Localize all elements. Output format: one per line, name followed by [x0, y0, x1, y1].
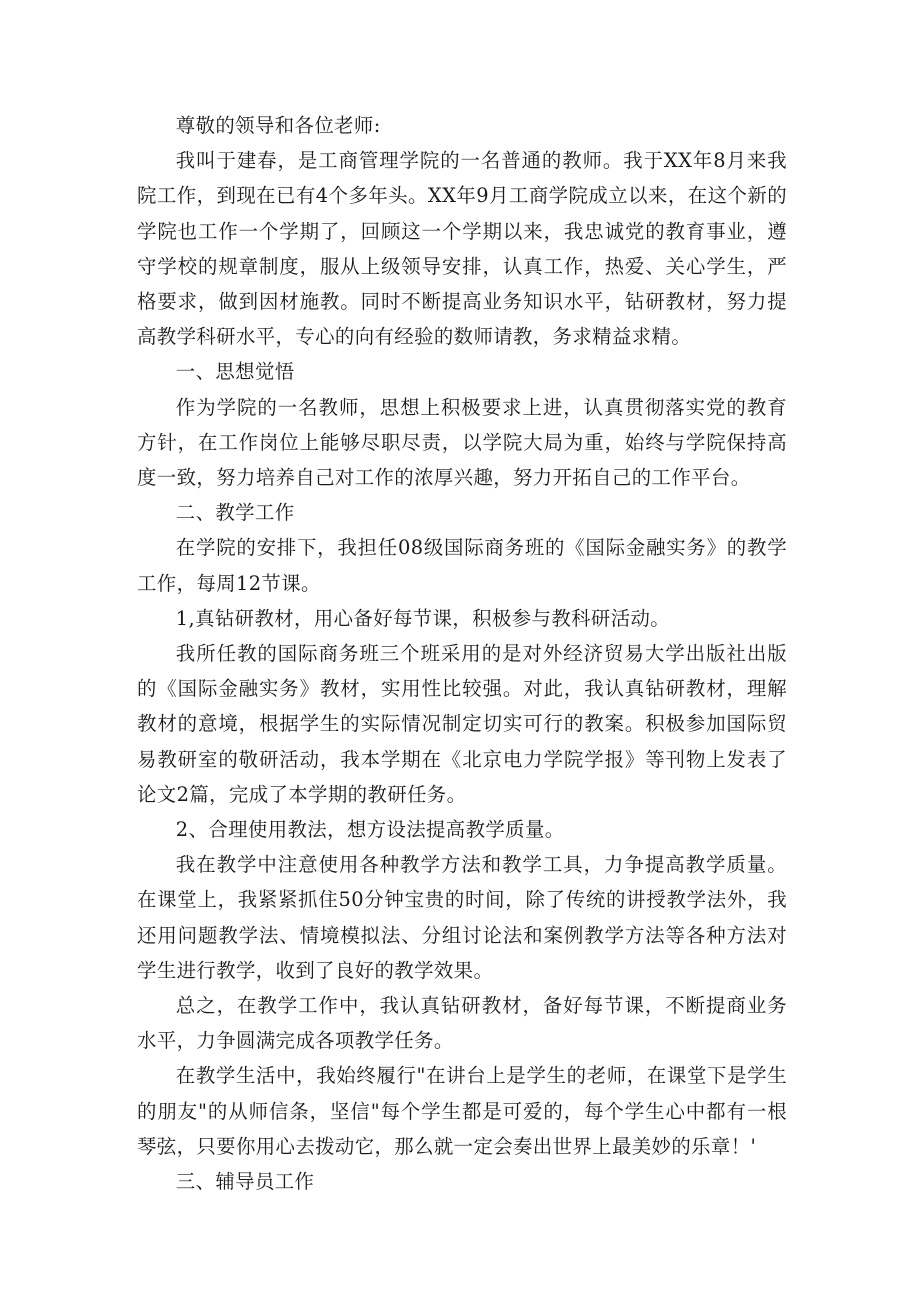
paragraph-teacher-creed: 在教学生活中，我始终履行"在讲台上是学生的老师，在课堂下是学生的朋友"的从师信条，坚信"每个学生都是可爱的，每个学生心中都有一根琴弦，只要你用心去拨动它，那么就一定会奏出世界上最美妙的乐章！': [137, 1064, 787, 1158]
document-body: [137, 108, 787, 1199]
paragraph-ideology: 作为学院的一名教师，思想上积极要求上进，认真贯彻落实党的教育方针，在工作岗位上能够尽职尽责，以学院大局为重，始终与学院保持高度一致，努力培养自己对工作的浓厚兴趣，努力开拓自己的工作平台。: [137, 395, 787, 490]
paragraph-intro: 我叫于建春，是工商管理学院的一名普通的教师。我于XX年8月来我院工作，到现在已有4个多年头。XX年9月工商学院成立以来，在这个新的学院也工作一个学期了，回顾这一个学期以来，我忠诚党的教育事业，遵守学校的规章制度，服从上级领导安排，认真工作，热爱、关心学生，严格要求，做到因材施教。同时不断提高业务知识水平，钻研教材，努力提高教学科研水平，专心的向有经验的数师请教，务求精益求精。: [137, 149, 787, 349]
section-heading-teaching: 二、教学工作: [175, 501, 295, 525]
paragraph-teaching-methods: 我在教学中注意使用各种教学方法和教学工具，力争提高教学质量。在课堂上，我紧紧抓住50分钟宝贵的时间，除了传统的讲授教学法外，我还用问题教学法、情境模拟法、分组讨论法和案例教学方法等各种方法对学生进行教学，收到了良好的教学效果。: [137, 853, 787, 982]
subheading-teaching-methods: 2、合理使用教法，想方设法提高教学质量。: [175, 818, 565, 842]
subheading-study-materials: 1,真钻研教材，用心备好每节课，积极参与教科研活动。: [175, 606, 671, 630]
paragraph-teaching-assignment: 在学院的安排下，我担任08级国际商务班的《国际金融实务》的教学工作，每周12节课。: [137, 536, 787, 595]
paragraph-study-materials: 我所任教的国际商务班三个班采用的是对外经济贸易大学出版社出版的《国际金融实务》教材，实用性比较强。对此，我认真钻研教材，理解教材的意境，根据学生的实际情况制定切实可行的教案。积极参加国际贸易教研室的敬研活动，我本学期在《北京电力学院学报》等刊物上发表了论文2篇，完成了本学期的教研任务。: [137, 642, 787, 806]
salutation: 尊敬的领导和各位老师:: [175, 114, 381, 137]
section-heading-ideology: 一、思想觉悟: [175, 360, 295, 384]
section-heading-counselor: 三、辅导员工作: [175, 1170, 315, 1194]
paragraph-summary: 总之，在教学工作中，我认真钻研教材，备好每节课，不断提商业务水平，力争圆满完成各项教学任务。: [137, 994, 787, 1053]
